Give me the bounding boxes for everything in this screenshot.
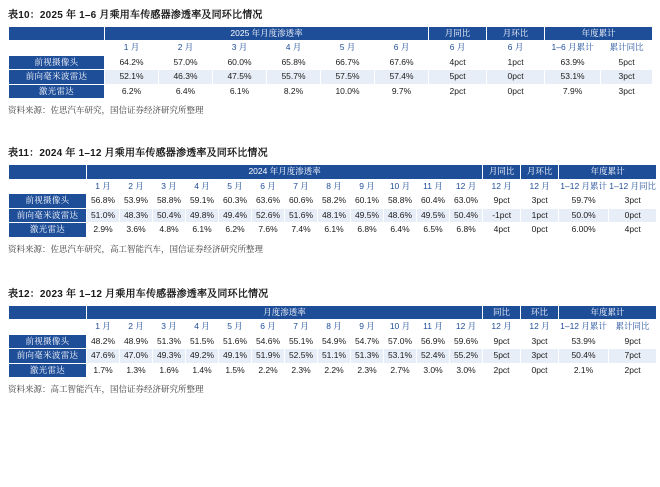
data-cell: 52.4% [417, 349, 450, 363]
data-cell: 63.9% [545, 55, 601, 69]
table-caption: 表12：2023 年 1–12 月乘用车传感器渗透率及同环比情况 [8, 288, 269, 300]
column-header-mom-month: 12 月 [521, 320, 559, 334]
data-cell: 1.6% [153, 363, 186, 377]
data-cell: 3pct [521, 334, 559, 348]
data-cell: 47.0% [120, 349, 153, 363]
data-cell: 51.6% [219, 334, 252, 348]
source-note: 资料来源：佐思汽车研究，国信证券经济研究所整理 [8, 105, 204, 116]
column-header-blank [9, 179, 87, 193]
group-header-mom: 月环比 [487, 27, 545, 41]
data-cell: 49.3% [153, 349, 186, 363]
table-row [9, 194, 657, 208]
data-cell: 2.2% [318, 363, 351, 377]
column-header-m5: 5 月 [321, 41, 375, 55]
data-cell: 49.1% [219, 349, 252, 363]
sensor-penetration-table-2024 [8, 164, 657, 237]
data-cell: 1.7% [87, 363, 120, 377]
data-cell: 60.3% [219, 194, 252, 208]
data-cell: 2.3% [351, 363, 384, 377]
data-cell: 53.1% [545, 70, 601, 84]
data-cell: 7.4% [285, 223, 318, 237]
group-header-mom: 环比 [521, 305, 559, 319]
data-cell: 9.7% [375, 84, 429, 98]
column-header-m5: 5 月 [219, 179, 252, 193]
column-header-m9: 9 月 [351, 179, 384, 193]
row-label: 前视摄像头 [9, 55, 105, 69]
corner-cell [9, 165, 87, 179]
row-label: 激光雷达 [9, 223, 87, 237]
data-cell: 4pct [483, 223, 521, 237]
data-cell: 51.6% [285, 208, 318, 222]
data-cell: 60.6% [285, 194, 318, 208]
corner-cell [9, 305, 87, 319]
data-cell: 57.5% [321, 70, 375, 84]
column-header-m2: 2 月 [120, 179, 153, 193]
data-cell: 3pct [521, 194, 559, 208]
data-cell: 3pct [521, 349, 559, 363]
group-header-mom: 月环比 [521, 165, 559, 179]
data-cell: 6.4% [159, 84, 213, 98]
group-header-monthly: 2025 年月度渗透率 [105, 27, 429, 41]
data-cell: 2.9% [87, 223, 120, 237]
data-cell: 56.8% [87, 194, 120, 208]
data-cell: 48.6% [384, 208, 417, 222]
column-header-m3: 3 月 [153, 320, 186, 334]
group-header-yoy: 同比 [483, 305, 521, 319]
data-cell: 51.5% [186, 334, 219, 348]
column-header-m4: 4 月 [186, 179, 219, 193]
data-cell: 6.1% [318, 223, 351, 237]
data-cell: 48.2% [87, 334, 120, 348]
table-column-header-row [9, 179, 657, 193]
data-cell: 63.0% [450, 194, 483, 208]
data-cell: 1.4% [186, 363, 219, 377]
data-cell: 6.4% [384, 223, 417, 237]
table-column-header-row [9, 320, 657, 334]
data-cell: 3.0% [417, 363, 450, 377]
data-cell: 46.3% [159, 70, 213, 84]
data-cell: 66.7% [321, 55, 375, 69]
data-cell: 5pct [601, 55, 653, 69]
data-cell: 47.6% [87, 349, 120, 363]
column-header-m12: 12 月 [450, 179, 483, 193]
column-header-yoy-month: 12 月 [483, 179, 521, 193]
data-cell: 2pct [609, 363, 657, 377]
data-cell: 2.7% [384, 363, 417, 377]
column-header-m8: 8 月 [318, 179, 351, 193]
column-header-m5: 5 月 [219, 320, 252, 334]
column-header-m6: 6 月 [252, 320, 285, 334]
source-note: 资料来源：佐思汽车研究，高工智能汽车，国信证券经济研究所整理 [8, 243, 264, 254]
data-cell: 6.5% [417, 223, 450, 237]
column-header-m3: 3 月 [213, 41, 267, 55]
data-cell: 1pct [521, 208, 559, 222]
data-cell: 6.8% [351, 223, 384, 237]
row-label: 前视摄像头 [9, 334, 87, 348]
table-block-12 [0, 285, 660, 395]
data-cell: 3pct [609, 194, 657, 208]
column-header-ytd-yoy: 累计同比 [609, 320, 657, 334]
data-cell: 47.5% [213, 70, 267, 84]
data-cell: 10.0% [321, 84, 375, 98]
data-cell: 51.0% [87, 208, 120, 222]
table-row [9, 84, 653, 98]
column-header-m8: 8 月 [318, 320, 351, 334]
data-cell: 51.1% [318, 349, 351, 363]
data-cell: 7pct [609, 349, 657, 363]
data-cell: 57.0% [384, 334, 417, 348]
data-cell: 58.8% [153, 194, 186, 208]
data-cell: 55.1% [285, 334, 318, 348]
column-header-ytd-total: 1–12 月累计 [559, 320, 609, 334]
table-block-11 [0, 144, 660, 254]
data-cell: 58.8% [384, 194, 417, 208]
data-cell: 48.9% [120, 334, 153, 348]
column-header-m2: 2 月 [159, 41, 213, 55]
table-row [9, 208, 657, 222]
table-row [9, 223, 657, 237]
column-header-ytd-yoy: 1–12 月同比 [609, 179, 657, 193]
group-header-yoy: 月同比 [483, 165, 521, 179]
data-cell: 60.1% [351, 194, 384, 208]
data-cell: 50.4% [153, 208, 186, 222]
data-cell: 53.1% [384, 349, 417, 363]
column-header-m10: 10 月 [384, 179, 417, 193]
data-cell: 4pct [609, 223, 657, 237]
row-label: 前视摄像头 [9, 194, 87, 208]
column-header-ytd-yoy: 累计同比 [601, 41, 653, 55]
data-cell: 0pct [487, 84, 545, 98]
data-cell: 51.3% [153, 334, 186, 348]
data-cell: 49.8% [186, 208, 219, 222]
data-cell: 60.4% [417, 194, 450, 208]
column-header-m4: 4 月 [267, 41, 321, 55]
data-cell: 5pct [483, 349, 521, 363]
data-cell: 59.7% [559, 194, 609, 208]
table-row [9, 70, 653, 84]
row-label: 前向毫米波雷达 [9, 70, 105, 84]
data-cell: 55.7% [267, 70, 321, 84]
row-label: 激光雷达 [9, 84, 105, 98]
column-header-m1: 1 月 [87, 179, 120, 193]
data-cell: 64.2% [105, 55, 159, 69]
table-group-header-row [9, 165, 657, 179]
data-cell: 60.0% [213, 55, 267, 69]
data-cell: 4pct [429, 55, 487, 69]
table-caption: 表11：2024 年 1–12 月乘用车传感器渗透率及同环比情况 [8, 148, 268, 160]
sensor-penetration-table-2025 [8, 26, 653, 99]
table-caption: 表10：2025 年 1–6 月乘用车传感器渗透率及同环比情况 [8, 10, 263, 21]
data-cell: 50.0% [559, 208, 609, 222]
column-header-blank [9, 41, 105, 55]
data-cell: 3.0% [450, 363, 483, 377]
data-cell: 2.2% [252, 363, 285, 377]
data-cell: 63.6% [252, 194, 285, 208]
data-cell: 59.6% [450, 334, 483, 348]
column-header-mom-month: 12 月 [521, 179, 559, 193]
data-cell: 9pct [483, 194, 521, 208]
group-header-yoy: 月同比 [429, 27, 487, 41]
data-cell: -1pct [483, 208, 521, 222]
column-header-m7: 7 月 [285, 320, 318, 334]
data-cell: 49.5% [417, 208, 450, 222]
data-cell: 53.9% [559, 334, 609, 348]
group-header-monthly: 月度渗透率 [87, 305, 483, 319]
data-cell: 1.3% [120, 363, 153, 377]
data-cell: 48.3% [120, 208, 153, 222]
data-cell: 6.1% [213, 84, 267, 98]
sensor-penetration-table-2023 [8, 305, 657, 378]
table-row [9, 349, 657, 363]
data-cell: 2.1% [559, 363, 609, 377]
column-header-yoy-month: 6 月 [429, 41, 487, 55]
data-cell: 0pct [487, 70, 545, 84]
group-header-ytd: 年度累计 [559, 305, 657, 319]
data-cell: 3.6% [120, 223, 153, 237]
data-cell: 49.2% [186, 349, 219, 363]
data-cell: 1pct [487, 55, 545, 69]
column-header-blank [9, 320, 87, 334]
data-cell: 2pct [429, 84, 487, 98]
data-cell: 57.0% [159, 55, 213, 69]
group-header-monthly: 2024 年月度渗透率 [87, 165, 483, 179]
data-cell: 54.6% [252, 334, 285, 348]
data-cell: 3pct [601, 84, 653, 98]
data-cell: 6.2% [105, 84, 159, 98]
data-cell: 6.8% [450, 223, 483, 237]
table-row [9, 334, 657, 348]
column-header-ytd-total: 1–12 月累计 [559, 179, 609, 193]
column-header-m6: 6 月 [375, 41, 429, 55]
column-header-m4: 4 月 [186, 320, 219, 334]
data-cell: 51.9% [252, 349, 285, 363]
table-block-10 [0, 6, 660, 116]
data-cell: 52.6% [252, 208, 285, 222]
data-cell: 54.9% [318, 334, 351, 348]
column-header-m2: 2 月 [120, 320, 153, 334]
data-cell: 6.2% [219, 223, 252, 237]
column-header-m6: 6 月 [252, 179, 285, 193]
column-header-m12: 12 月 [450, 320, 483, 334]
data-cell: 1.5% [219, 363, 252, 377]
data-cell: 50.4% [559, 349, 609, 363]
data-cell: 7.6% [252, 223, 285, 237]
table-group-header-row [9, 27, 653, 41]
group-header-ytd: 年度累计 [545, 27, 653, 41]
data-cell: 52.1% [105, 70, 159, 84]
data-cell: 9pct [483, 334, 521, 348]
data-cell: 3pct [601, 70, 653, 84]
data-cell: 7.9% [545, 84, 601, 98]
data-cell: 0pct [521, 363, 559, 377]
column-header-yoy-month: 12 月 [483, 320, 521, 334]
data-cell: 6.00% [559, 223, 609, 237]
data-cell: 49.4% [219, 208, 252, 222]
row-label: 激光雷达 [9, 363, 87, 377]
row-label: 前向毫米波雷达 [9, 208, 87, 222]
data-cell: 4.8% [153, 223, 186, 237]
source-note: 资料来源：高工智能汽车，国信证券经济研究所整理 [8, 384, 204, 395]
row-label: 前向毫米波雷达 [9, 349, 87, 363]
column-header-m3: 3 月 [153, 179, 186, 193]
data-cell: 9pct [609, 334, 657, 348]
column-header-m1: 1 月 [105, 41, 159, 55]
column-header-m10: 10 月 [384, 320, 417, 334]
data-cell: 50.4% [450, 208, 483, 222]
data-cell: 57.4% [375, 70, 429, 84]
data-cell: 48.1% [318, 208, 351, 222]
data-cell: 54.7% [351, 334, 384, 348]
table-row [9, 363, 657, 377]
data-cell: 5pct [429, 70, 487, 84]
data-cell: 59.1% [186, 194, 219, 208]
data-cell: 56.9% [417, 334, 450, 348]
data-cell: 67.6% [375, 55, 429, 69]
data-cell: 65.8% [267, 55, 321, 69]
column-header-m9: 9 月 [351, 320, 384, 334]
data-cell: 49.5% [351, 208, 384, 222]
table-group-header-row [9, 305, 657, 319]
data-cell: 58.2% [318, 194, 351, 208]
table-row [9, 55, 653, 69]
column-header-ytd-total: 1–6 月累计 [545, 41, 601, 55]
data-cell: 8.2% [267, 84, 321, 98]
group-header-ytd: 年度累计 [559, 165, 657, 179]
data-cell: 2pct [483, 363, 521, 377]
data-cell: 52.5% [285, 349, 318, 363]
data-cell: 55.2% [450, 349, 483, 363]
data-cell: 2.3% [285, 363, 318, 377]
corner-cell [9, 27, 105, 41]
column-header-m7: 7 月 [285, 179, 318, 193]
data-cell: 6.1% [186, 223, 219, 237]
data-cell: 0pct [521, 223, 559, 237]
data-cell: 53.9% [120, 194, 153, 208]
data-cell: 51.3% [351, 349, 384, 363]
table-column-header-row [9, 41, 653, 55]
column-header-m1: 1 月 [87, 320, 120, 334]
column-header-m11: 11 月 [417, 179, 450, 193]
column-header-m11: 11 月 [417, 320, 450, 334]
column-header-mom-month: 6 月 [487, 41, 545, 55]
data-cell: 0pct [609, 208, 657, 222]
